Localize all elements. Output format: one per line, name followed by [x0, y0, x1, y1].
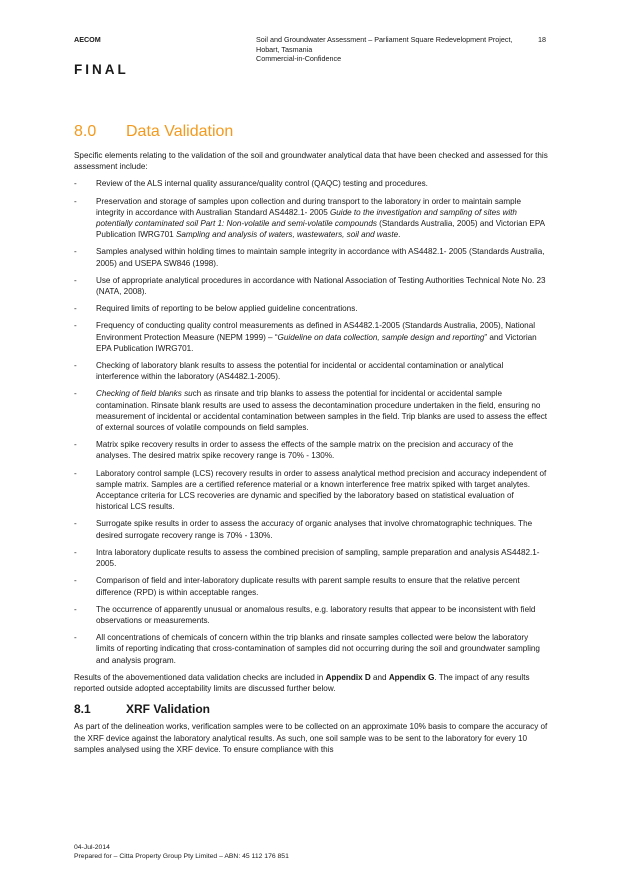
bullet-marker: - [74, 604, 77, 614]
list-item: - The occurrence of apparently unusual or anomalous results, e.g. laboratory results that appear to be inconsistent with field observations or measurements. [74, 604, 536, 625]
list-item: - Matrix spike recovery results in order to assess the effects of the sample matrix on the precision and accuracy of the analyses. The desired matrix spike recovery range is 70% - 130%. [74, 440, 514, 461]
list-item: - Checking of laboratory blank results to assess the potential for incidental or accidental contamination or analytical interference within the laboratory (AS4482.1-2005). [74, 361, 504, 382]
document-title: Soil and Groundwater Assessment – Parliament Square Redevelopment Project, Hobart, Tasmania [256, 35, 513, 54]
list-item: - Intra laboratory duplicate results to assess the combined precision of sampling, sample preparation and analysis AS4482.1-2005. [74, 547, 540, 569]
page-footer [74, 844, 289, 861]
bullet-marker: - [74, 468, 77, 478]
bullet-marker: - [74, 179, 77, 189]
document-header [256, 35, 531, 64]
list-item: - Review of the ALS internal quality assurance/quality control (QAQC) testing and procedures. [74, 179, 428, 189]
footer-date: 04-Jul-2014 [74, 844, 110, 851]
bullet-marker: - [74, 389, 77, 399]
bullet-marker: - [74, 633, 77, 643]
section-intro: Specific elements relating to the validation of the soil and groundwater analytical data that have been checked and assessed for this assessment include: [74, 151, 548, 172]
list-item: - All concentrations of chemicals of concern within the trip blanks and rinsate samples collected were below the laboratory limits of reporting indicating that cross-contamination of samples did not occurring during the soil and groundwater sampling and analysis program. [74, 633, 540, 665]
section-title: Data Validation [126, 123, 234, 140]
subsection-number: 8.1 [74, 702, 91, 717]
document-status: FINAL [74, 62, 129, 77]
bullet-marker: - [74, 547, 77, 557]
list-item: - Preservation and storage of samples upon collection and during transport to the laboratory in order to maintain sample integrity in accordance with Australian Standard AS4482.1- 2005 Guide to the investigation and sampling of sites with potentially contaminated soil Part 1: Non-volatile and semi-volatile compounds (Standards Australia, 2005) and Victorian EPA Publication IWRG701 Sampling and analysis of waters, wastewaters, soil and waste. [74, 196, 545, 240]
results-paragraph: Results of the abovementioned data validation checks are included in Appendix D and Appendix G. The impact of any results reported outside adopted acceptability limits are discussed further below. [74, 672, 530, 693]
list-item: - Comparison of field and inter-laboratory duplicate results with parent sample results to ensure that the relative percent difference (RPD) is within acceptable ranges. [74, 576, 520, 597]
bullet-marker: - [74, 361, 77, 371]
subsection-title: XRF Validation [126, 702, 211, 717]
bullet-marker: - [74, 247, 77, 257]
footer-prepared-for: Prepared for – Citta Property Group Pty Limited – ABN: 45 112 176 851 [74, 852, 289, 860]
list-item: - Samples analysed within holding times to maintain sample integrity in accordance with AS4482.1- 2005 (Standards Australia, 2005) and USEPA SW846 (1998). [74, 247, 545, 268]
bullet-marker: - [74, 321, 77, 331]
bullet-marker: - [74, 196, 77, 206]
list-item: - Required limits of reporting to be below applied guideline concentrations. [74, 304, 358, 314]
bullet-marker: - [74, 304, 77, 314]
page-body [74, 150, 548, 761]
list-item: - Checking of field blanks such as rinsate and trip blanks to assess the potential for incidental or accidental sample contamination. Rinsate blank results are used to assess the decontamination procedure undertaken in the field, ensuring no measurement of incidental or accidental contamination between samples in the field. Trip blanks are used to assess the effect of external sources of volatile compounds on field samples. [74, 389, 548, 433]
bullet-marker: - [74, 440, 77, 450]
company-name: AECOM [74, 35, 101, 44]
list-item: - Frequency of conducting quality control measurements as defined in AS4482.1-2005 (Standards Australia, 2005), National Environment Protection Measure (NEPM 1999) – “Guideline on data collection, sample design and reporting” and Victorian EPA Publication IWRG701. [74, 321, 537, 353]
list-item: - Surrogate spike results in order to assess the accuracy of organic analyses that involve chromatographic techniques. The desired surrogate recovery range is 70% - 130%. [74, 519, 533, 540]
page-number: 18 [538, 35, 546, 44]
bullet-marker: - [74, 275, 77, 285]
validation-list [74, 178, 548, 665]
subsection-paragraph: As part of the delineation works, verification samples were to be collected on an approximate 10% basis to compare the accuracy of the XRF device against the laboratory analytical results. As such, one soil sample was to be sent to the laboratory for every 10 samples analysed using the XRF device. To ensure compliance with this [74, 722, 548, 754]
bullet-marker: - [74, 519, 77, 529]
subsection-heading [74, 704, 548, 715]
bullet-marker: - [74, 576, 77, 586]
list-item: - Use of appropriate analytical procedures in accordance with National Association of Testing Authorities Technical Note No. 23 (NATA, 2008). [74, 275, 546, 297]
list-item: - Laboratory control sample (LCS) recovery results in order to assess analytical method precision and accuracy independent of sample matrix. Samples are a certified reference material or a known interference free matrix spiked with target analytes. Acceptance criteria for LCS recoveries are dynamic and specified by the laboratory based on statistical evaluation of historical LCS results. [74, 468, 547, 512]
section-heading [74, 123, 233, 141]
appendix-g-reference: Appendix G [388, 672, 435, 682]
confidentiality-label: Commercial-in-Confidence [256, 54, 342, 63]
section-number: 8.0 [74, 123, 97, 140]
appendix-d-reference: Appendix D [325, 672, 371, 682]
